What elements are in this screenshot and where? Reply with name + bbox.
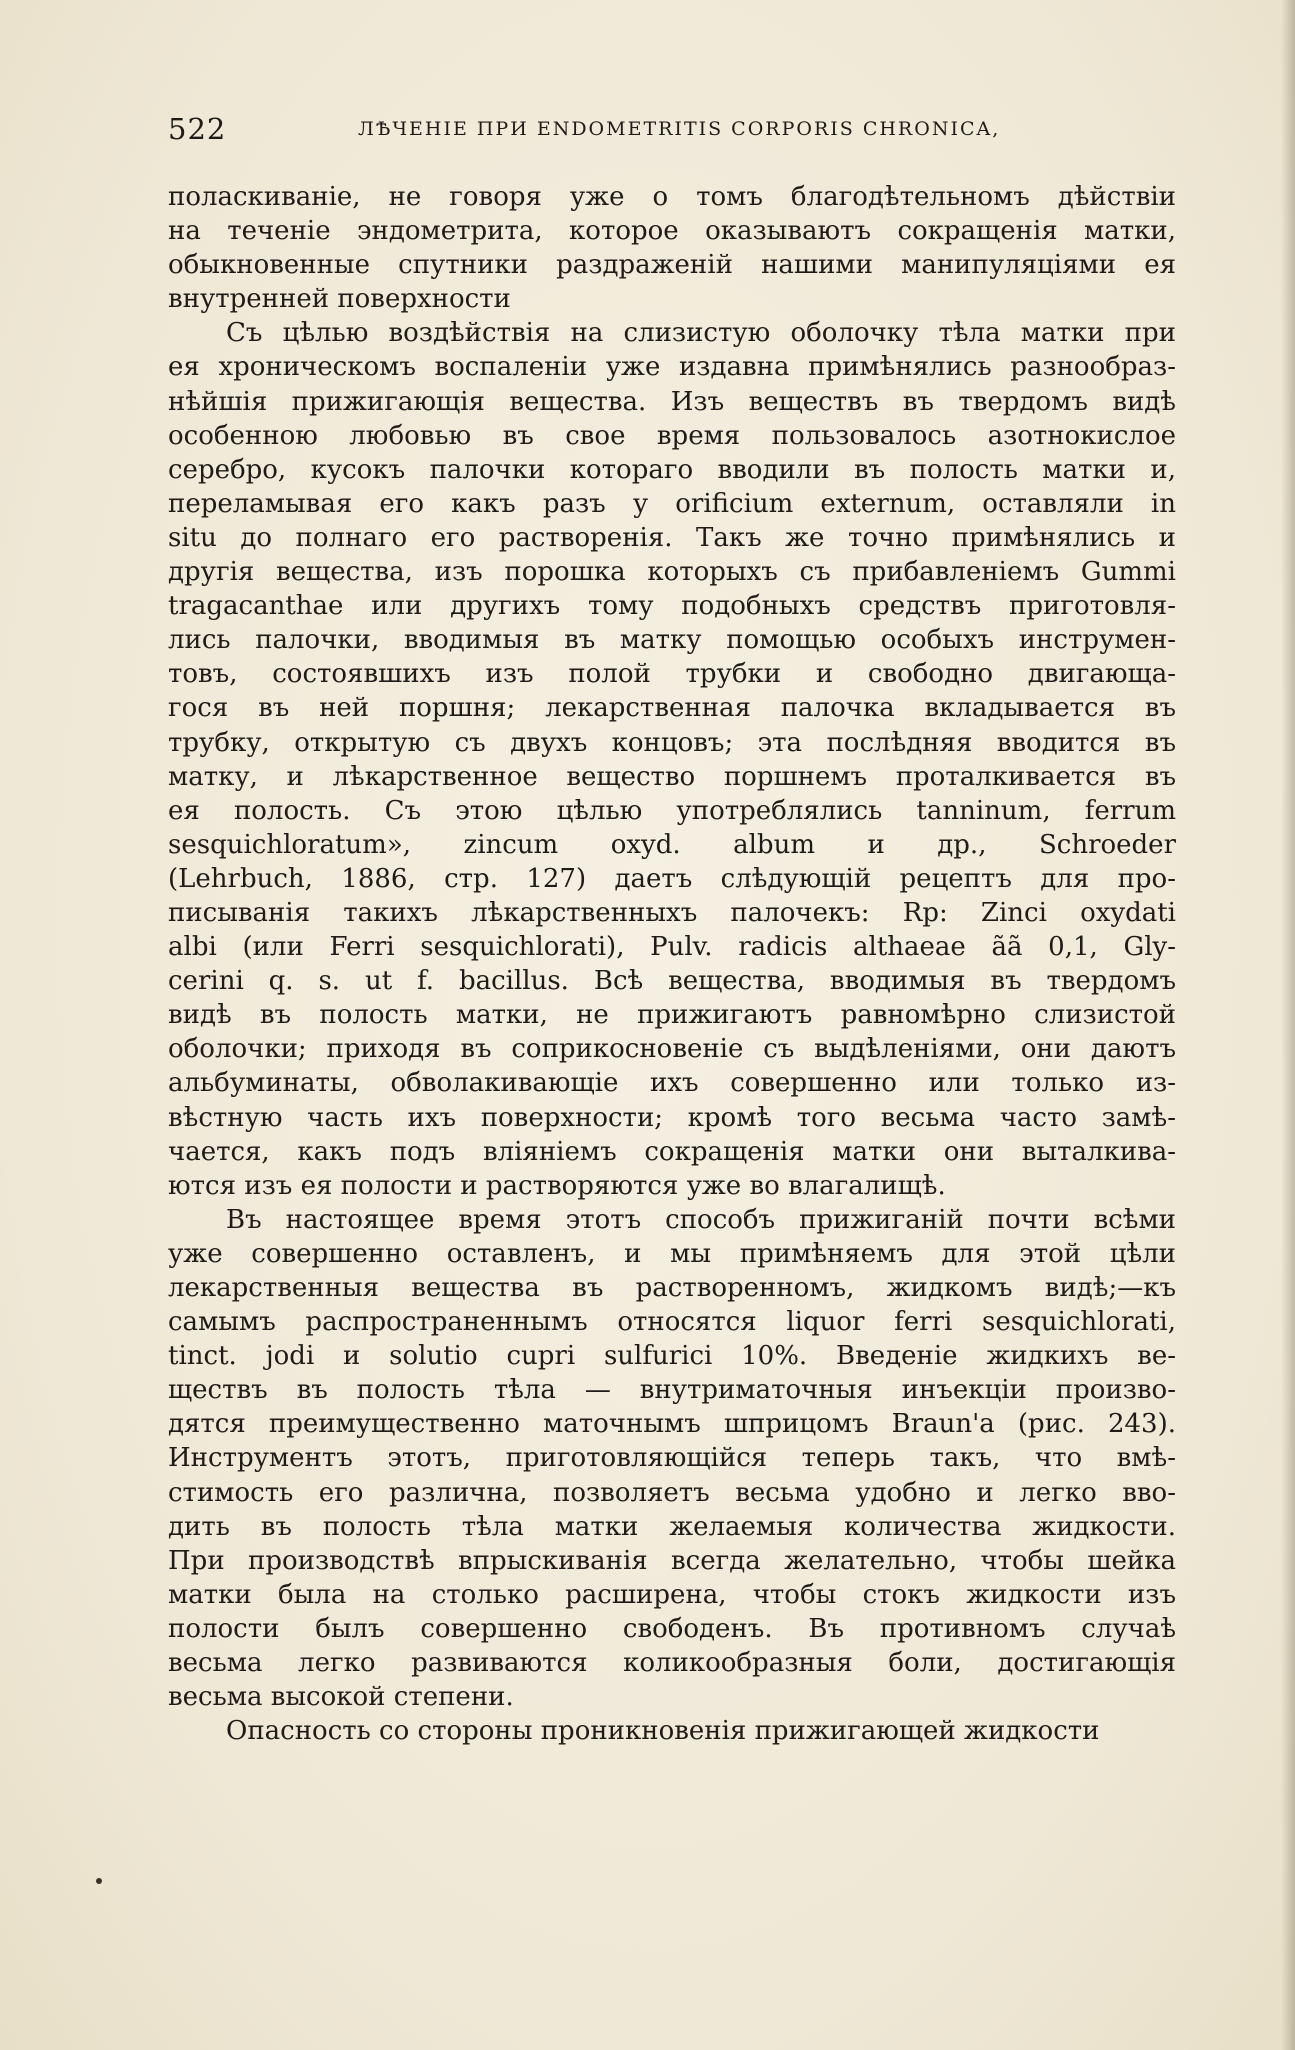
text-line: на теченіе эндометрита, которое оказываютъ сокращенія матки, [168,216,1176,247]
text-line: матки была на столько расширена, чтобы стокъ жидкости изъ [168,1579,1176,1610]
text-line: видѣ въ полость матки, не прижигаютъ равномѣрно слизистой [168,1000,1176,1031]
text-line: ществъ въ полость тѣла — внутриматочныя инъекціи произво- [168,1375,1176,1406]
text-line: другія вещества, изъ порошка которыхъ съ прибавленіемъ Gummi [168,557,1176,588]
text-line: весьма высокой степени. [168,1682,514,1713]
text-line: albi (или Ferri sesquichlorati), Pulv. radicis althaeae ãã 0,1, Gly- [168,932,1176,963]
text-line: полаcкиваніе, не говоря уже о томъ благодѣтельномъ дѣйствіи [168,182,1176,212]
text-line: дить въ полость тѣла матки желаемыя количества жидкости. [168,1511,1176,1542]
ink-speck [96,1878,102,1884]
paragraph [168,180,1176,316]
text-line: Въ настоящее время этотъ способъ прижиганій почти всѣми [226,1204,1176,1235]
text-line: гося въ ней поршня; лекарственная палочка вкладывается въ [168,693,1176,724]
text-line: Опасность со стороны проникновенія прижигающей жидкости [226,1716,1100,1747]
text-line: sesquichloratum», zincum oxyd. album и др., Schroeder [168,829,1176,860]
text-line: ея хроническомъ воспаленіи уже издавна примѣнялись разнообраз- [168,352,1176,383]
text-line: внутренней поверхности [168,284,511,315]
text-line: нѣйшія прижигающія вещества. Изъ веществъ въ твердомъ видѣ [168,386,1176,417]
text-line: весьма легко развиваются коликообразныя боли, достигающія [168,1648,1176,1679]
text-line: самымъ распространеннымъ относятся liquor ferri sesquichlorati, [168,1307,1176,1338]
text-line: дятся преимущественно маточнымъ шприцомъ Braun'а (рис. 243). [168,1409,1176,1440]
text-line: cerini q. s. ut f. bacillus. Всѣ вещества, вводимыя въ твердомъ [168,966,1176,997]
text-line: Съ цѣлью воздѣйствія на слизистую оболочку тѣла матки при [226,318,1176,349]
text-line: чается, какъ подъ вліяніемъ сокращенія матки они выталкива- [168,1136,1176,1167]
text-line: серебро, кусокъ палочки котораго вводили въ полость матки и, [168,454,1176,485]
text-line: При производствѣ впрыскиванія всегда желательно, чтобы шейка [168,1545,1176,1576]
text-line: лекарственныя вещества въ растворенномъ, жидкомъ видѣ;—къ [168,1273,1176,1303]
text-line: Инструментъ этотъ, приготовляющійся теперь такъ, что вмѣ- [168,1443,1176,1474]
text-line: товъ, состоявшихъ изъ полой трубки и свободно двигающа- [168,659,1176,690]
text-line: обыкновенные спутники раздраженій нашими манипуляціями ея [168,250,1176,281]
text-line: особенною любовью въ свое время пользовалось азотнокислое [168,420,1176,451]
text-line: tinct. jodi и solutio cupri sulfurici 10%. Введеніе жидкихъ ве- [168,1341,1176,1372]
text-line: трубку, открытую съ двухъ концовъ; эта послѣдняя вводится въ [168,727,1176,758]
text-line: ются изъ ея полости и растворяются уже во влагалищѣ. [168,1170,946,1201]
text-line: лись палочки, вводимыя въ матку помощью особыхъ инструмен- [168,625,1176,656]
text-line: (Lehrbuch, 1886, стр. 127) даетъ слѣдующій рецептъ для про- [168,863,1176,894]
body-text [168,180,1176,1748]
text-line: полости былъ совершенно свободенъ. Въ противномъ случаѣ [168,1613,1176,1644]
text-line: tragacanthae или другихъ тому подобныхъ средствъ приготовля- [168,591,1176,622]
text-line: матку, и лѣкарственное вещество поршнемъ проталкивается въ [168,761,1176,792]
text-line: оболочки; приходя въ соприкосновеніе съ выдѣленіями, они даютъ [168,1034,1176,1065]
running-head [168,108,1178,152]
running-title: ЛѢЧЕНІЕ ПРИ ENDOMETRITIS CORPORIS CHRONICA, [358,118,1001,140]
text-line: переламывая его какъ разъ у orificium externum, оставляли in [168,488,1176,519]
text-line: ея полость. Съ этою цѣлью употреблялись tanninum, ferrum [168,795,1176,826]
text-line: стимость его различна, позволяетъ весьма удобно и легко вво- [168,1477,1176,1508]
text-line: situ до полнаго его растворенія. Такъ же точно примѣнялись и [168,522,1176,553]
page-edge-shadow [1281,0,1295,2050]
text-line: уже совершенно оставленъ, и мы примѣняемъ для этой цѣли [168,1238,1176,1269]
paragraph [168,1203,1176,1714]
text-line: вѣстную часть ихъ поверхности; кромѣ того весьма часто замѣ- [168,1102,1176,1133]
paragraph [168,1714,1176,1748]
page-number: 522 [168,112,227,146]
text-line: альбуминаты, обволакивающіе ихъ совершенно или только из- [168,1068,1176,1099]
text-line: писыванія такихъ лѣкарственныхъ палочекъ: Rp: Zinci oxydati [168,897,1176,928]
paragraph [168,316,1176,1202]
